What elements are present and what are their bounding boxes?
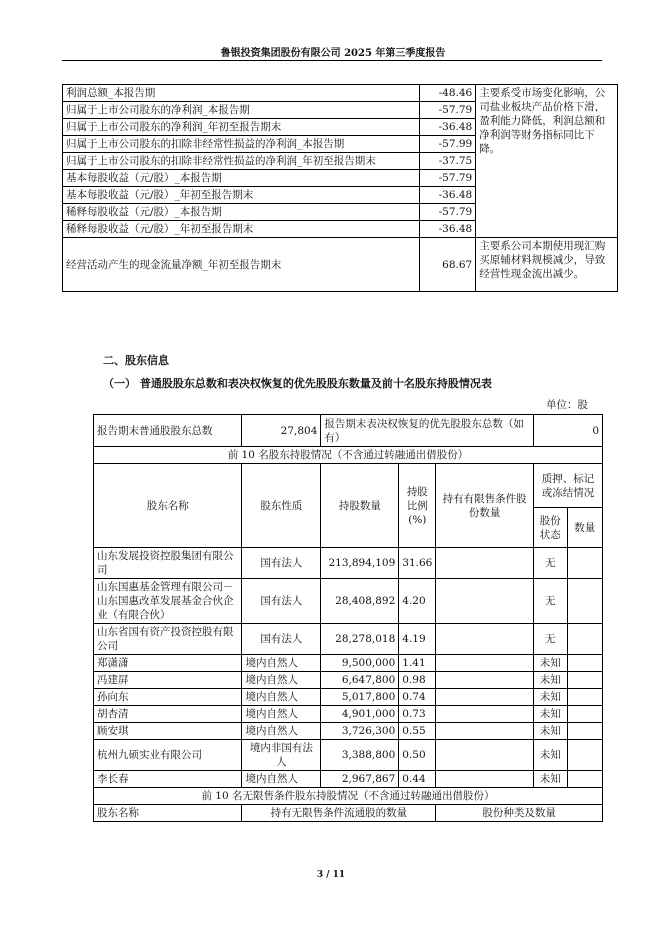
financial-change-table <box>62 84 618 292</box>
holder-name: 顾安琪 <box>94 723 242 740</box>
row-value: -57.79 <box>420 170 476 187</box>
holder-ratio: 0.44 <box>399 771 436 788</box>
holder-amount: 5,017,800 <box>321 689 399 706</box>
holder-qty <box>567 655 603 672</box>
holder-restricted <box>436 579 534 624</box>
table-row <box>94 740 603 771</box>
table-header-row <box>94 805 603 822</box>
table-row <box>94 624 603 655</box>
holder-qty <box>567 548 603 579</box>
holder-status: 无 <box>533 579 567 624</box>
total-value: 27,804 <box>242 415 321 447</box>
holder-nature: 国有法人 <box>242 579 321 624</box>
holder-restricted <box>436 723 534 740</box>
holder-qty <box>567 740 603 771</box>
table-row <box>94 579 603 624</box>
holder-amount: 3,726,300 <box>321 723 399 740</box>
u-col-name-header: 股东名称 <box>94 805 242 822</box>
col-ratio-header: 持股比例(%) <box>399 464 436 548</box>
holder-nature: 境内自然人 <box>242 672 321 689</box>
row-value: -57.79 <box>420 102 476 119</box>
holder-name: 山东发展投资控股集团有限公司 <box>94 548 242 579</box>
holder-amount: 28,278,018 <box>321 624 399 655</box>
reason-cell: 主要系公司本期使用现汇购买原辅材料规模减少，导致经营性现金流出减少。 <box>476 238 618 292</box>
page-header: 鲁银投资集团股份有限公司 2025 年第三季度报告 <box>220 48 446 59</box>
holder-ratio: 0.50 <box>399 740 436 771</box>
holder-qty <box>567 706 603 723</box>
holder-restricted <box>436 771 534 788</box>
col-pledge-header: 质押、标记或冻结情况 <box>533 464 602 508</box>
row-label: 归属于上市公司股东的净利润_本报告期 <box>63 102 420 119</box>
row-label: 归属于上市公司股东的净利润_年初至报告期末 <box>63 119 420 136</box>
holder-status: 未知 <box>533 706 567 723</box>
holder-status: 未知 <box>533 740 567 771</box>
row-label: 归属于上市公司股东的扣除非经常性损益的净利润_本报告期 <box>63 136 420 153</box>
table-header-row <box>94 464 603 508</box>
unrestricted-title: 前 10 名无限售条件股东持股情况（不含通过转融通出借股份） <box>94 788 603 805</box>
u-col-amount-header: 持有无限售条件流通股的数量 <box>242 805 436 822</box>
col-nature-header: 股东性质 <box>242 464 321 548</box>
holder-ratio: 4.19 <box>399 624 436 655</box>
row-value: 68.67 <box>420 238 476 292</box>
row-label: 稀释每股收益（元/股）_本报告期 <box>63 204 420 221</box>
holder-status: 未知 <box>533 689 567 706</box>
holder-restricted <box>436 706 534 723</box>
u-col-type-header: 股份种类及数量 <box>436 805 603 822</box>
holder-status: 无 <box>533 624 567 655</box>
table-row <box>94 447 603 464</box>
page-number: 3 / 11 <box>316 870 346 880</box>
holder-amount: 9,500,000 <box>321 655 399 672</box>
holder-status: 未知 <box>533 723 567 740</box>
holder-amount: 28,408,892 <box>321 579 399 624</box>
holder-qty <box>567 771 603 788</box>
row-value: -57.79 <box>420 204 476 221</box>
row-value: -57.99 <box>420 136 476 153</box>
shareholder-table <box>93 414 603 822</box>
row-label: 利润总额_本报告期 <box>63 85 420 102</box>
holder-restricted <box>436 624 534 655</box>
col-amount-header: 持股数量 <box>321 464 399 548</box>
holder-amount: 213,894,109 <box>321 548 399 579</box>
holder-ratio: 0.73 <box>399 706 436 723</box>
row-label: 经营活动产生的现金流量净额_年初至报告期末 <box>63 238 420 292</box>
table-row <box>94 723 603 740</box>
row-value: -36.48 <box>420 119 476 136</box>
holder-qty <box>567 723 603 740</box>
holder-nature: 国有法人 <box>242 548 321 579</box>
table-row <box>94 415 603 447</box>
holder-qty <box>567 672 603 689</box>
col-restricted-header: 持有有限售条件股份数量 <box>436 464 534 548</box>
holder-name: 杭州九硕实业有限公司 <box>94 740 242 771</box>
holder-nature: 境内自然人 <box>242 723 321 740</box>
holder-restricted <box>436 548 534 579</box>
holder-ratio: 0.98 <box>399 672 436 689</box>
holder-status: 未知 <box>533 655 567 672</box>
holder-name: 山东国惠基金管理有限公司－山东国惠改革发展基金合伙企业（有限合伙） <box>94 579 242 624</box>
row-value: -48.46 <box>420 85 476 102</box>
holder-nature: 国有法人 <box>242 624 321 655</box>
col-name-header: 股东名称 <box>94 464 242 548</box>
holder-nature: 境内自然人 <box>242 771 321 788</box>
holder-ratio: 0.55 <box>399 723 436 740</box>
row-label: 基本每股收益（元/股）_年初至报告期末 <box>63 187 420 204</box>
col-status-header: 股份状态 <box>533 508 567 548</box>
row-label: 归属于上市公司股东的扣除非经常性损益的净利润_年初至报告期末 <box>63 153 420 170</box>
holder-name: 山东省国有资产投资控股有限公司 <box>94 624 242 655</box>
table-row <box>63 238 618 292</box>
holder-qty <box>567 689 603 706</box>
holder-status: 未知 <box>533 672 567 689</box>
holder-restricted <box>436 689 534 706</box>
pref-label: 报告期末表决权恢复的优先股股东总数（如有） <box>321 415 534 447</box>
table-row <box>94 672 603 689</box>
table-row <box>94 689 603 706</box>
holder-qty <box>567 624 603 655</box>
holder-nature: 境内非国有法人 <box>242 740 321 771</box>
holder-ratio: 1.41 <box>399 655 436 672</box>
holder-ratio: 31.66 <box>399 548 436 579</box>
col-qty-header: 数量 <box>567 508 603 548</box>
row-value: -37.75 <box>420 153 476 170</box>
reason-cell: 主要系受市场变化影响，公司盐业板块产品价格下滑，盈利能力降低，利润总额和净利润等财务指标同比下降。 <box>476 85 618 238</box>
holder-qty <box>567 579 603 624</box>
holder-name: 冯建屏 <box>94 672 242 689</box>
holder-restricted <box>436 655 534 672</box>
total-label: 报告期末普通股股东总数 <box>94 415 242 447</box>
holder-name: 郑潇潇 <box>94 655 242 672</box>
holder-restricted <box>436 740 534 771</box>
table-row <box>63 85 618 102</box>
row-label: 基本每股收益（元/股）_本报告期 <box>63 170 420 187</box>
holder-status: 未知 <box>533 771 567 788</box>
row-value: -36.48 <box>420 221 476 238</box>
holder-nature: 境内自然人 <box>242 655 321 672</box>
holder-name: 胡杏清 <box>94 706 242 723</box>
table-row <box>94 788 603 805</box>
holder-nature: 境内自然人 <box>242 689 321 706</box>
section-title: 二、股东信息 <box>103 354 169 367</box>
header-rule <box>62 60 602 61</box>
holder-amount: 6,647,800 <box>321 672 399 689</box>
holder-status: 无 <box>533 548 567 579</box>
table-row <box>94 655 603 672</box>
holder-ratio: 0.74 <box>399 689 436 706</box>
holder-amount: 4,901,000 <box>321 706 399 723</box>
holder-name: 孙向东 <box>94 689 242 706</box>
holder-amount: 3,388,800 <box>321 740 399 771</box>
table-row <box>94 771 603 788</box>
table-row <box>94 706 603 723</box>
row-value: -36.48 <box>420 187 476 204</box>
pref-value: 0 <box>533 415 602 447</box>
holder-nature: 境内自然人 <box>242 706 321 723</box>
section-subtitle: （一） 普通股股东总数和表决权恢复的优先股股东数量及前十名股东持股情况表 <box>103 377 492 390</box>
top10-title: 前 10 名股东持股情况（不含通过转融通出借股份） <box>94 447 603 464</box>
unit-label: 单位：股 <box>546 399 588 411</box>
table-row <box>94 548 603 579</box>
holder-ratio: 4.20 <box>399 579 436 624</box>
holder-name: 李长春 <box>94 771 242 788</box>
holder-restricted <box>436 672 534 689</box>
holder-amount: 2,967,867 <box>321 771 399 788</box>
row-label: 稀释每股收益（元/股）_年初至报告期末 <box>63 221 420 238</box>
